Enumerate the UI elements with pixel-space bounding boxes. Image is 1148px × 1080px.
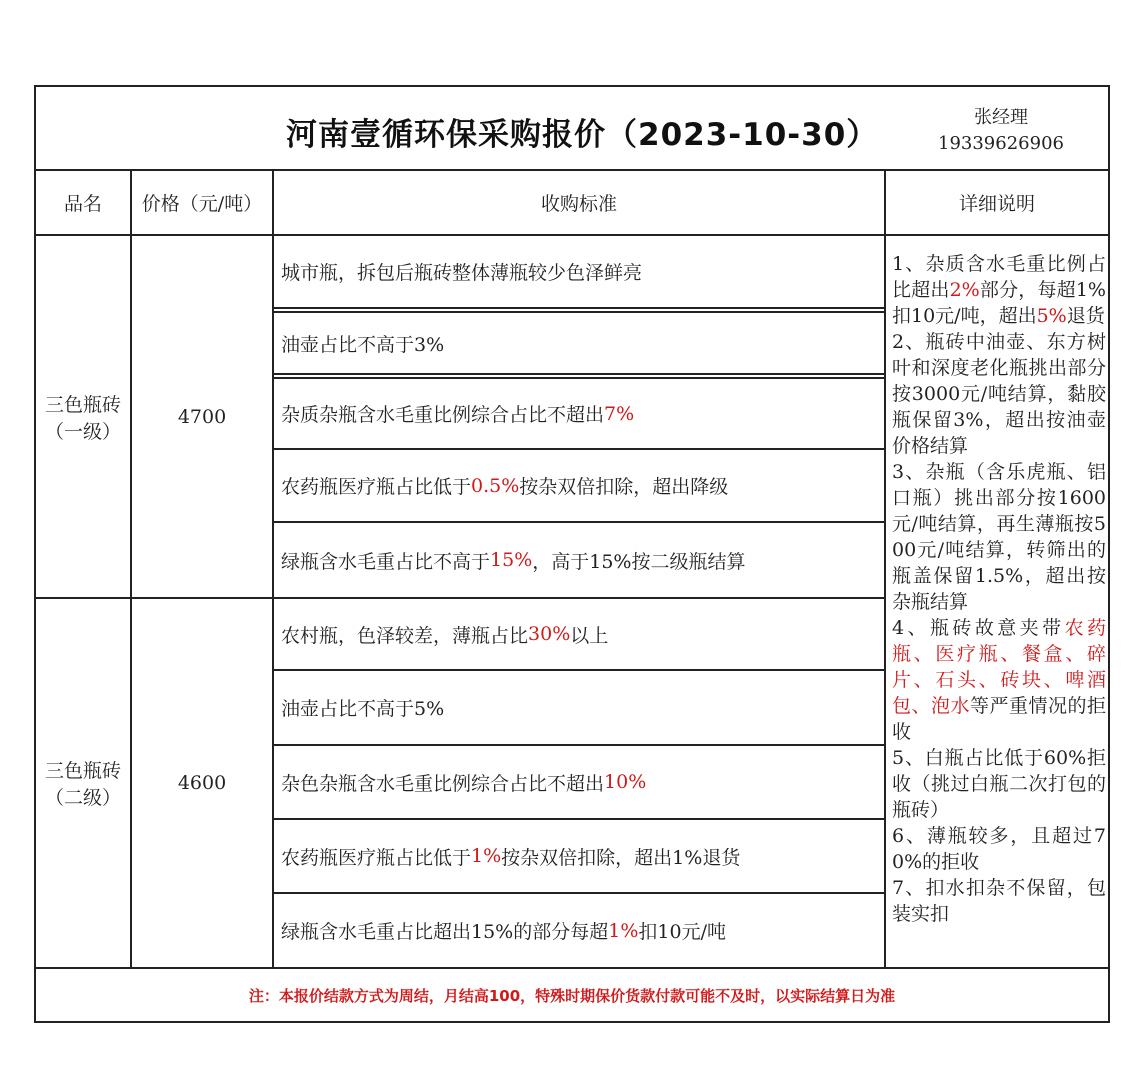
criterion-highlight: 7% (604, 402, 635, 425)
criterion-text: 油壶占比不高于5% (281, 698, 445, 720)
header-detail: 详细说明 (958, 193, 1035, 215)
criterion-text: 绿瓶含水毛重占比不高于 (281, 550, 491, 573)
criterion-row (276, 313, 886, 373)
detail-text: 部分，每超1%扣10元/吨，超出 (892, 279, 1106, 327)
detail-text: 1、杂质含水毛重比例占比超出 (892, 253, 1106, 301)
detail-text: 等严重情况的拒收 (892, 695, 1106, 743)
criterion-text: 农药瓶医疗瓶占比低于 (281, 846, 472, 869)
detail-highlight: 5% (1036, 305, 1067, 327)
criterion-row (276, 746, 886, 818)
criterion-row (276, 379, 886, 448)
grade-name: 三色瓶砖 (44, 760, 121, 782)
criterion-text: 以上 (570, 624, 609, 647)
criterion-highlight: 0.5% (471, 474, 520, 497)
detail-text: 3、杂瓶（含乐虎瓶、铝口瓶）挑出部分按1600元/吨结算，再生薄瓶按500元/吨结算，转筛出的瓶盖保留1.5%，超出按杂瓶结算 (892, 461, 1106, 613)
contact-name: 张经理 (974, 107, 1028, 128)
criterion-text: 油壶占比不高于3% (281, 333, 445, 356)
detail-text: 2、瓶砖中油壶、东方树叶和深度老化瓶挑出部分按3000元/吨结算，黏胶瓶保留3%，超出按油壶价格结算 (892, 331, 1106, 457)
divider (272, 373, 884, 375)
detail-highlight: 农药瓶、医疗瓶、餐盒、碎片、石头、砖块、啤酒包、泡水 (892, 617, 1106, 717)
criterion-text: 扣10元/吨 (638, 921, 726, 943)
grade-2-price: 4600 (177, 772, 227, 794)
contact-phone: 19339626906 (938, 133, 1064, 154)
criterion-highlight: 1% (471, 845, 502, 867)
criterion-text: 农村瓶，色泽较差，薄瓶占比 (281, 624, 529, 647)
divider (272, 171, 274, 967)
criterion-text: 按杂双倍扣除，超出降级 (519, 476, 729, 498)
detail-text: 5、白瓶占比低于60%拒收（挑过白瓶二次打包的瓶砖） (892, 747, 1106, 821)
detail-highlight: 2% (949, 279, 980, 301)
header-price: 价格（元/吨） (141, 193, 263, 215)
criterion-text: 城市瓶，拆包后瓶砖整体薄瓶较少色泽鲜亮 (281, 262, 643, 284)
criterion-row (276, 236, 886, 307)
footnote: 注：本报价结款方式为周结，月结高100，特殊时期保价货款付款可能不及时，以实际结算日为准 (248, 986, 896, 1005)
criterion-row (276, 894, 886, 967)
criterion-row (276, 450, 886, 521)
grade-2-name (36, 599, 130, 967)
criterion-row (276, 599, 886, 669)
grade-1-name (36, 236, 130, 597)
divider (272, 307, 884, 309)
header-product: 品名 (63, 193, 102, 215)
criterion-text: 杂质杂瓶含水毛重比例综合占比不超出 (281, 404, 605, 426)
criterion-text: 绿瓶含水毛重占比超出15%的部分每超 (281, 921, 609, 943)
header-standard: 收购标准 (540, 193, 617, 215)
criterion-highlight: 1% (608, 919, 639, 942)
title-row (36, 87, 1112, 171)
detail-notes (888, 249, 1110, 927)
contact-info (926, 105, 1076, 157)
grade-1-price: 4700 (177, 405, 227, 428)
detail-text: 7、扣水扣杂不保留，包装实扣 (892, 877, 1106, 925)
criterion-text: 农药瓶医疗瓶占比低于 (281, 476, 472, 498)
grade-level: （一级） (44, 420, 121, 443)
criterion-text: ，高于15%按二级瓶结算 (532, 550, 746, 573)
criterion-highlight: 15% (490, 549, 533, 571)
grade-level: （二级） (44, 787, 121, 809)
criterion-text: 杂色杂瓶含水毛重比例综合占比不超出 (281, 772, 605, 795)
criterion-row (276, 523, 886, 597)
detail-text: 4、瓶砖故意夹带 (892, 617, 1065, 639)
detail-text: 退货 (1066, 305, 1105, 327)
criterion-highlight: 10% (604, 771, 647, 793)
detail-text: 6、薄瓶较多，且超过70%的拒收 (892, 825, 1106, 873)
criterion-text: 按杂双倍扣除，超出1%退货 (501, 846, 741, 869)
grade-name: 三色瓶砖 (44, 393, 121, 416)
criterion-row (276, 671, 886, 744)
page-title: 河南壹循环保采购报价（2023-10-30） (286, 117, 879, 153)
criterion-row (276, 820, 886, 892)
criterion-highlight: 30% (528, 623, 571, 645)
price-sheet (34, 85, 1110, 1023)
